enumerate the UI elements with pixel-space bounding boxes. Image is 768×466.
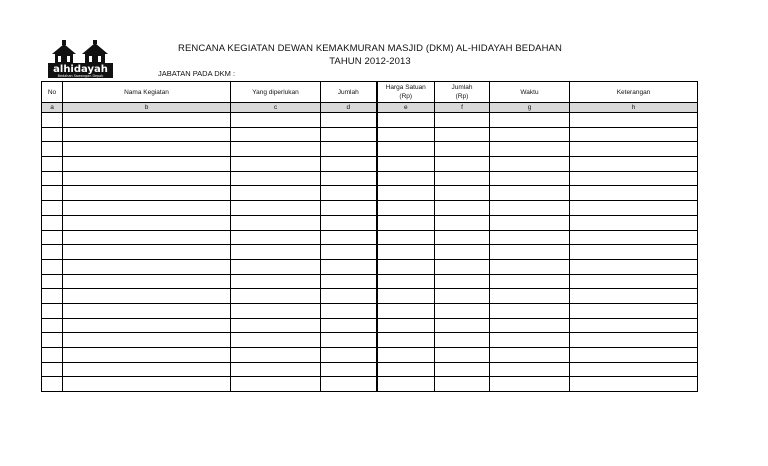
table-cell	[321, 142, 377, 157]
table-cell	[42, 259, 63, 274]
table-cell	[63, 274, 231, 289]
table-cell	[321, 362, 377, 377]
table-cell	[42, 157, 63, 172]
table-cell	[231, 245, 321, 260]
table-row	[42, 377, 698, 392]
table-row	[42, 186, 698, 201]
table-cell	[63, 157, 231, 172]
table-cell	[570, 142, 698, 157]
table-row	[42, 215, 698, 230]
table-cell	[321, 303, 377, 318]
document-title: RENCANA KEGIATAN DEWAN KEMAKMURAN MASJID (DKM) AL-HIDAYAH BEDAHAN	[178, 43, 562, 54]
table-cell	[570, 157, 698, 172]
table-cell	[42, 245, 63, 260]
table-cell	[490, 333, 570, 348]
header-harga-satuan: Harga Satuan (Rp)	[377, 82, 435, 103]
table-body	[42, 113, 698, 392]
table-cell	[435, 333, 490, 348]
table-cell	[321, 289, 377, 304]
table-cell	[321, 127, 377, 142]
table-cell	[63, 362, 231, 377]
table-cell	[63, 245, 231, 260]
letter-row	[42, 103, 698, 113]
table-cell	[231, 127, 321, 142]
table-cell	[377, 157, 435, 172]
table-cell	[490, 318, 570, 333]
table-cell	[570, 245, 698, 260]
table-cell	[42, 303, 63, 318]
table-cell	[490, 113, 570, 128]
table-cell	[570, 274, 698, 289]
table-cell	[570, 186, 698, 201]
table-cell	[63, 259, 231, 274]
table-cell	[63, 186, 231, 201]
table-row	[42, 274, 698, 289]
table-row	[42, 245, 698, 260]
letter-cell: e	[377, 103, 435, 113]
table-cell	[435, 245, 490, 260]
table-cell	[63, 303, 231, 318]
table-cell	[321, 113, 377, 128]
table-cell	[321, 186, 377, 201]
table-cell	[570, 171, 698, 186]
table-cell	[321, 171, 377, 186]
table-cell	[63, 142, 231, 157]
table-cell	[490, 186, 570, 201]
letter-cell: c	[231, 103, 321, 113]
table-cell	[377, 274, 435, 289]
table-cell	[435, 186, 490, 201]
table-cell	[42, 289, 63, 304]
table-row	[42, 230, 698, 245]
mosque-logo-icon	[48, 40, 113, 78]
table-row	[42, 171, 698, 186]
table-cell	[231, 215, 321, 230]
table-cell	[570, 215, 698, 230]
table-row	[42, 157, 698, 172]
table-cell	[435, 259, 490, 274]
table-cell	[490, 215, 570, 230]
svg-text:Bedahan Sawangan Depok: Bedahan Sawangan Depok	[57, 74, 104, 78]
table-cell	[321, 318, 377, 333]
table-cell	[570, 348, 698, 363]
table-row	[42, 127, 698, 142]
table-cell	[63, 127, 231, 142]
table-row	[42, 113, 698, 128]
letter-cell: d	[321, 103, 377, 113]
table-cell	[231, 333, 321, 348]
table-cell	[490, 303, 570, 318]
table-cell	[63, 171, 231, 186]
table-cell	[435, 362, 490, 377]
table-cell	[490, 171, 570, 186]
table-cell	[570, 201, 698, 216]
table-cell	[42, 113, 63, 128]
table-cell	[63, 201, 231, 216]
table-cell	[42, 274, 63, 289]
table-row	[42, 289, 698, 304]
table-row	[42, 333, 698, 348]
table-cell	[570, 127, 698, 142]
table-cell	[231, 289, 321, 304]
letter-cell: f	[435, 103, 490, 113]
table-cell	[231, 142, 321, 157]
table-cell	[42, 127, 63, 142]
table-cell	[490, 377, 570, 392]
table-cell	[435, 171, 490, 186]
table-cell	[570, 289, 698, 304]
header-row	[42, 82, 698, 103]
table-cell	[377, 259, 435, 274]
letter-cell: b	[63, 103, 231, 113]
table-cell	[435, 348, 490, 363]
table-cell	[490, 201, 570, 216]
table-cell	[377, 171, 435, 186]
table-cell	[570, 259, 698, 274]
table-cell	[570, 318, 698, 333]
table-cell	[42, 362, 63, 377]
table-cell	[231, 259, 321, 274]
activity-plan-table	[41, 81, 698, 392]
table-cell	[63, 289, 231, 304]
letter-cell: a	[42, 103, 63, 113]
table-cell	[490, 127, 570, 142]
table-cell	[490, 142, 570, 157]
table-cell	[377, 186, 435, 201]
header-jumlah-rp: Jumlah (Rp)	[435, 82, 490, 103]
table-cell	[377, 215, 435, 230]
table-cell	[490, 274, 570, 289]
table-cell	[63, 215, 231, 230]
table-cell	[42, 333, 63, 348]
table-cell	[490, 259, 570, 274]
table-row	[42, 348, 698, 363]
table-cell	[435, 157, 490, 172]
table-cell	[231, 377, 321, 392]
table-cell	[490, 289, 570, 304]
table-cell	[435, 113, 490, 128]
table-cell	[321, 245, 377, 260]
table-cell	[435, 318, 490, 333]
table-cell	[42, 201, 63, 216]
table-cell	[63, 348, 231, 363]
table-cell	[231, 274, 321, 289]
table-cell	[231, 157, 321, 172]
table-cell	[435, 230, 490, 245]
table-cell	[435, 215, 490, 230]
jabatan-label: JABATAN PADA DKM :	[158, 69, 236, 78]
table-row	[42, 362, 698, 377]
header-jumlah: Jumlah	[321, 82, 377, 103]
logo	[48, 40, 113, 78]
table-cell	[435, 377, 490, 392]
table-cell	[490, 362, 570, 377]
table-cell	[42, 142, 63, 157]
table-cell	[377, 348, 435, 363]
table-cell	[570, 333, 698, 348]
table-cell	[42, 318, 63, 333]
table-cell	[63, 230, 231, 245]
table-cell	[377, 127, 435, 142]
table-cell	[42, 186, 63, 201]
table-row	[42, 201, 698, 216]
table-cell	[231, 362, 321, 377]
table-cell	[435, 142, 490, 157]
table-cell	[231, 171, 321, 186]
header-nama-kegiatan: Nama Kegiatan	[63, 82, 231, 103]
table-cell	[490, 230, 570, 245]
table-cell	[231, 113, 321, 128]
table-cell	[377, 303, 435, 318]
table-cell	[321, 157, 377, 172]
document-subtitle: TAHUN 2012-2013	[329, 56, 411, 67]
table-cell	[570, 230, 698, 245]
header-keterangan: Keterangan	[570, 82, 698, 103]
table-cell	[435, 289, 490, 304]
table-cell	[321, 201, 377, 216]
table-cell	[377, 318, 435, 333]
table-cell	[231, 318, 321, 333]
table-cell	[321, 377, 377, 392]
table-cell	[231, 186, 321, 201]
table-cell	[231, 303, 321, 318]
table-row	[42, 142, 698, 157]
table-cell	[377, 201, 435, 216]
table-cell	[231, 348, 321, 363]
header-no: No	[42, 82, 63, 103]
table-cell	[435, 127, 490, 142]
table-cell	[570, 362, 698, 377]
table-cell	[435, 303, 490, 318]
table-cell	[377, 333, 435, 348]
table-cell	[321, 348, 377, 363]
table-cell	[377, 245, 435, 260]
table-cell	[377, 362, 435, 377]
table-cell	[231, 201, 321, 216]
table-cell	[377, 142, 435, 157]
table-cell	[321, 259, 377, 274]
table-cell	[490, 348, 570, 363]
table-cell	[42, 215, 63, 230]
table-cell	[570, 303, 698, 318]
table-cell	[42, 230, 63, 245]
table-cell	[321, 333, 377, 348]
table-cell	[490, 157, 570, 172]
table-cell	[231, 230, 321, 245]
table-cell	[435, 274, 490, 289]
table-cell	[490, 245, 570, 260]
header-yang-diperlukan: Yang diperlukan	[231, 82, 321, 103]
table-cell	[321, 215, 377, 230]
table-cell	[42, 171, 63, 186]
svg-text:alhidayah: alhidayah	[53, 64, 108, 75]
table-cell	[377, 377, 435, 392]
table-cell	[63, 113, 231, 128]
table-cell	[377, 289, 435, 304]
table-row	[42, 259, 698, 274]
table-row	[42, 303, 698, 318]
table-cell	[570, 113, 698, 128]
letter-cell: g	[490, 103, 570, 113]
table-cell	[435, 201, 490, 216]
table-cell	[377, 113, 435, 128]
letter-cell: h	[570, 103, 698, 113]
table-cell	[321, 230, 377, 245]
header-waktu: Waktu	[490, 82, 570, 103]
table-cell	[63, 318, 231, 333]
table-cell	[63, 333, 231, 348]
table-cell	[42, 348, 63, 363]
table-cell	[377, 230, 435, 245]
table-row	[42, 318, 698, 333]
table-cell	[63, 377, 231, 392]
table-cell	[42, 377, 63, 392]
table-cell	[570, 377, 698, 392]
table-cell	[321, 274, 377, 289]
